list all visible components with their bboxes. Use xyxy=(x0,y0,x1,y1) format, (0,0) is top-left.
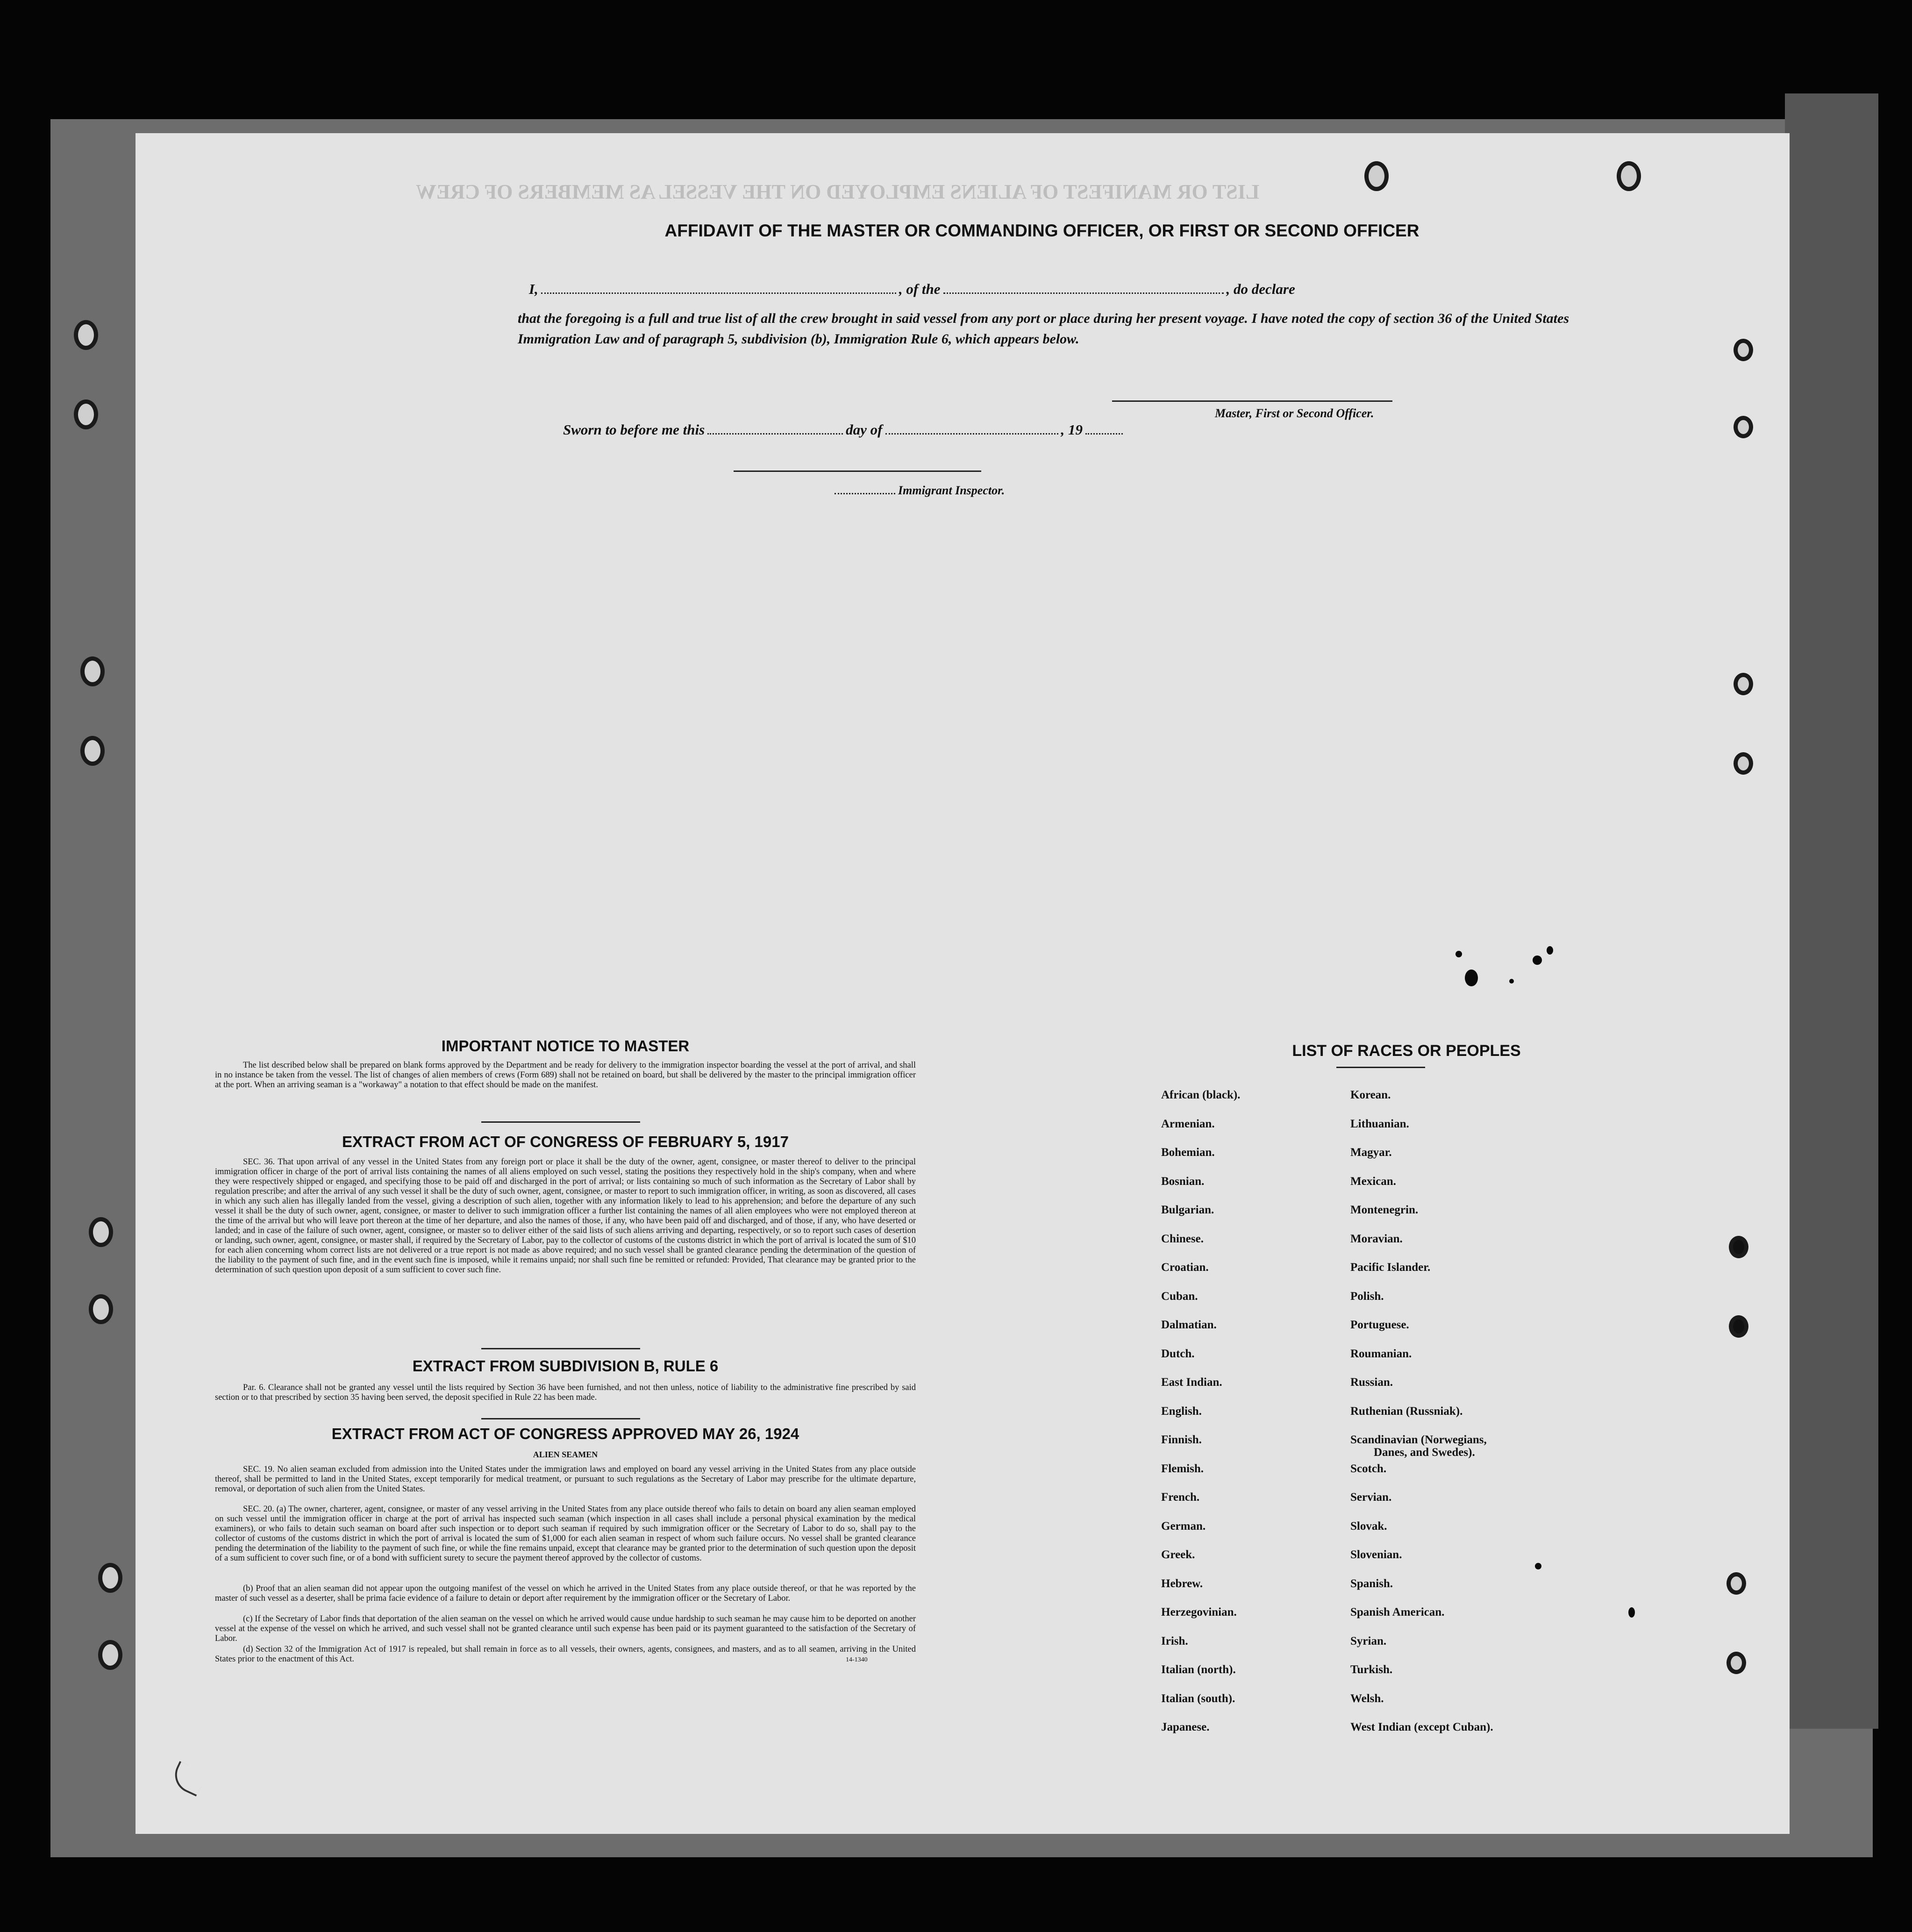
race-item: Flemish. xyxy=(1161,1462,1204,1475)
ink-spot xyxy=(1509,979,1514,984)
race-item: Cuban. xyxy=(1161,1290,1198,1303)
punch-hole xyxy=(1729,1236,1748,1258)
race-item: Bosnian. xyxy=(1161,1175,1205,1188)
extract-rule6-title: EXTRACT FROM SUBDIVISION B, RULE 6 xyxy=(412,1357,719,1375)
race-item: Bohemian. xyxy=(1161,1146,1215,1159)
binder-hole xyxy=(98,1563,122,1593)
race-item: East Indian. xyxy=(1161,1376,1222,1389)
punch-hole xyxy=(1364,161,1389,191)
race-item: German. xyxy=(1161,1519,1206,1533)
separator xyxy=(481,1418,640,1419)
race-item: Ruthenian (Russniak). xyxy=(1350,1404,1463,1418)
alien-seamen-subtitle: ALIEN SEAMEN xyxy=(533,1450,598,1459)
race-item: Roumanian. xyxy=(1350,1347,1412,1360)
binder-hole xyxy=(98,1640,122,1670)
race-item: Russian. xyxy=(1350,1376,1393,1389)
separator xyxy=(481,1121,640,1123)
binder-hole xyxy=(80,736,105,766)
race-item: Armenian. xyxy=(1161,1117,1215,1130)
of-the-label: , of the xyxy=(899,281,941,297)
inspector-label: Immigrant Inspector. xyxy=(898,484,1005,497)
ink-spot xyxy=(1628,1607,1635,1618)
back-sheet-edge xyxy=(1785,93,1878,1729)
race-item: Portuguese. xyxy=(1350,1319,1409,1331)
form-number: 14-1340 xyxy=(846,1656,868,1663)
punch-hole xyxy=(1734,416,1753,438)
race-item: Dutch. xyxy=(1161,1347,1195,1360)
extract-1917-title: EXTRACT FROM ACT OF CONGRESS OF FEBRUARY 5, 1917 xyxy=(342,1133,789,1150)
punch-hole xyxy=(1734,673,1753,695)
race-item: Finnish. xyxy=(1161,1433,1202,1446)
race-item: Hebrew. xyxy=(1161,1577,1203,1590)
race-item: Irish. xyxy=(1161,1634,1188,1647)
race-item: Herzegovinian. xyxy=(1161,1606,1237,1618)
race-item: French. xyxy=(1161,1491,1200,1504)
race-item: West Indian (except Cuban). xyxy=(1350,1721,1493,1733)
month-blank xyxy=(885,433,1058,435)
race-item: Croatian. xyxy=(1161,1261,1209,1274)
race-item: Magyar. xyxy=(1350,1146,1392,1159)
sec20a-text: SEC. 20. (a) The owner, charterer, agent, consignee, or master of any vessel arriving in the United States from any place outside thereof who fails to detain on board any alien seaman employed on such vessel until the immigration officer in charge at the port of arrival has inspected such seaman (which inspection in all cases shall include a personal physical examination by the medical examiners), or who fails to detain such seaman on board after such inspection or to deport such seaman if required by such immigration officer or the Secretary of Labor to do so, shall pay to the collector of customs of the customs district in which the port of arrival is located the sum of $1,000 for each alien seaman in respect of whom such failure occurs. No vessel shall be granted clearance pending the determination of the liability to the payment of such fine, or while the fine remains unpaid, except that clearance may be granted prior to the determination of such question upon the deposit of a sum sufficient to cover such fine, or of a bond with sufficient surety to secure the payment thereof approved by the collector of customs. xyxy=(215,1504,916,1563)
inspector-signature-line xyxy=(734,471,981,472)
year-prefix: , 19 xyxy=(1061,421,1083,438)
punch-hole xyxy=(1617,161,1641,191)
ink-spot xyxy=(1547,946,1553,955)
sec20c-text: (c) If the Secretary of Labor finds that deportation of the alien seaman on the vessel on which he arrived would cause undue hardship to such seaman he may cause him to be deported on another vessel at the expense of the vessel on which he arrived, and such vessel shall not be granted clearance until such expense has been paid or its payment guaranteed to the satisfaction of the Secretary of Labor. xyxy=(215,1614,916,1643)
binder-hole xyxy=(74,399,98,429)
inspector-blank xyxy=(835,492,895,494)
race-item: Slovenian. xyxy=(1350,1548,1402,1561)
day-blank xyxy=(707,433,843,435)
race-item: Scotch. xyxy=(1350,1462,1387,1475)
sec19-text: SEC. 19. No alien seaman excluded from admission into the United States under the immigration laws and employed on board any vessel arriving in the United States from any place outside thereof, shall be permitted to land in the United States, except temporarily for medical treatment, or pursuant to such regulations as the Secretary of Labor may prescribe for the ultimate departure, removal, or deportation of such alien from the United States. xyxy=(215,1465,916,1494)
name-blank xyxy=(541,292,896,294)
race-item: English. xyxy=(1161,1404,1202,1418)
affidavit-first-line xyxy=(529,281,1295,298)
extract-rule6-text: Par. 6. Clearance shall not be granted any vessel until the lists required by Section 36 have been furnished, and not then unless, notice of liability to the administrative fine prescribed by said section or to that prescribed by section 35 having been served, the deposit specified in Rule 22 has been made. xyxy=(215,1383,916,1402)
race-item: Syrian. xyxy=(1350,1634,1387,1647)
race-item: Japanese. xyxy=(1161,1721,1210,1733)
race-item: Italian (south). xyxy=(1161,1692,1235,1705)
punch-hole xyxy=(1727,1572,1746,1595)
vessel-blank xyxy=(943,292,1224,294)
race-item: Scandinavian (Norwegians, xyxy=(1350,1433,1487,1446)
affidavit-title: AFFIDAVIT OF THE MASTER OR COMMANDING OFFICER, OR FIRST OR SECOND OFFICER xyxy=(664,221,1420,240)
pencil-mark xyxy=(169,1761,207,1797)
race-item: Greek. xyxy=(1161,1548,1195,1561)
binder-hole xyxy=(89,1294,113,1324)
race-item: Chinese. xyxy=(1161,1232,1204,1245)
bleed-through-title: LIST OR MANIFEST OF ALIENS EMPLOYED ON THE VESSEL AS MEMBERS OF CREW xyxy=(416,180,1260,203)
race-item: Dalmatian. xyxy=(1161,1319,1217,1331)
notice-text: The list described below shall be prepared on blank forms approved by the Department and be ready for delivery to the immigration inspector boarding the vessel at the port of arrival, and shall in no instance be taken from the vessel. The list of changes of alien members of crews (Form 689) shall not be retained on board, but shall be delivered by the master to the principal immigration officer at the port. When an arriving seaman is a "workaway" a notation to that effect should be made on the manifest. xyxy=(215,1061,916,1090)
race-item: Bulgarian. xyxy=(1161,1204,1214,1216)
binder-hole xyxy=(89,1217,113,1247)
i-label: I, xyxy=(529,281,538,297)
year-blank xyxy=(1085,433,1123,435)
punch-hole xyxy=(1729,1315,1748,1338)
race-item: Montenegrin. xyxy=(1350,1204,1419,1216)
race-item: Spanish. xyxy=(1350,1577,1393,1590)
race-item: Welsh. xyxy=(1350,1692,1384,1705)
ink-spot xyxy=(1533,955,1542,965)
sec20b-text: (b) Proof that an alien seaman did not appear upon the outgoing manifest of the vessel on which he arrived in the United States from any place outside thereof, or that he was reported by the master of such vessel as a deserter, shall be prima facie evidence of a failure to detain or deport after requirement by the immigration officer or the Secretary of Labor. xyxy=(215,1584,916,1603)
race-item: Spanish American. xyxy=(1350,1606,1445,1618)
punch-hole xyxy=(1727,1652,1746,1674)
do-declare-label: , do declare xyxy=(1226,281,1295,297)
sworn-line xyxy=(563,421,1126,438)
inspector-line xyxy=(832,484,1005,498)
manifest-page xyxy=(136,133,1790,1834)
race-item: Korean. xyxy=(1350,1089,1391,1101)
race-item: Slovak. xyxy=(1350,1519,1387,1533)
scandinavian-continuation: Danes, and Swedes). xyxy=(1374,1446,1475,1459)
sec20d-text: (d) Section 32 of the Immigration Act of 1917 is repealed, but shall remain in force as to all vessels, their owners, agents, consignees, and masters, and as to all seamen, arriving in the United States prior to the enactment of this Act. xyxy=(215,1645,916,1664)
ink-spot xyxy=(1535,1563,1541,1569)
day-of-label: day of xyxy=(846,421,883,438)
punch-hole xyxy=(1734,339,1753,361)
ink-spot xyxy=(1465,970,1478,986)
affidavit-body: that the foregoing is a full and true list of all the crew brought in said vessel from any port or place during her present voyage. I have noted the copy of section 36 of the United States Immigration Law and of paragraph 5, subdivision (b), Immigration Rule 6, which appears below. xyxy=(518,311,1569,347)
extract-1924-title: EXTRACT FROM ACT OF CONGRESS APPROVED MAY 26, 1924 xyxy=(331,1425,799,1442)
notice-title: IMPORTANT NOTICE TO MASTER xyxy=(441,1037,690,1055)
race-item: Pacific Islander. xyxy=(1350,1261,1431,1274)
race-item: Polish. xyxy=(1350,1290,1384,1303)
master-signature-line xyxy=(1112,400,1392,402)
separator xyxy=(1336,1067,1425,1068)
races-title: LIST OF RACES OR PEOPLES xyxy=(1292,1042,1521,1060)
binder-hole xyxy=(80,656,105,686)
race-item: Moravian. xyxy=(1350,1232,1403,1245)
extract-1917-text: SEC. 36. That upon arrival of any vessel in the United States from any foreign port or place it shall be the duty of the owner, agent, consignee, or master thereof to deliver to the principal immigration officer in charge of the port of arrival lists containing the names of all aliens employed on such vessel, stating the positions they respectively hold in the ship's company, when and where they were respectively shipped or engaged, and specifying those to be paid off and discharged in the port of arrival; or lists containing so much of such information as the Secretary of Labor shall by regulation prescribe; and after the arrival of any such vessel it shall be the duty of such owner, agent, consignee, or master to report to such immigration officer, in writing, as soon as discovered, all cases in which any such alien has illegally landed from the vessel, giving a description of such alien, together with any information likely to lead to his apprehension; and before the departure of any such vessel it shall be the duty of such owner, agent, consignee, or master to deliver to such immigration officer a further list containing the names of all alien employees who were not employed thereon at the time of the arrival but who will leave port thereon at the time of her departure, and also the names of those, if any, who have been paid off and discharged, and of those, if any, who have deserted or landed; and in case of the failure of such owner, agent, consignee, or master so to deliver either of the said lists of such aliens arriving and departing, respectively, or so to report such cases of desertion or landing, such owner, agent, consignee, or master shall, if required by the Secretary of Labor, pay to the collector of customs of the customs district in which the port of arrival is located the sum of $10 for each alien concerning whom correct lists are not delivered or a true report is not made as above required; and no such vessel shall be granted clearance pending the determination of the question of the liability to the payment of such fine, and in the event such fine is imposed, while it remains unpaid; nor shall such fine be remitted or refunded: Provided, That clearance may be granted prior to the determination of such question upon deposit of a sum sufficient to cover such fine. xyxy=(215,1157,916,1275)
ink-spot xyxy=(1455,951,1462,957)
punch-hole xyxy=(1734,752,1753,775)
race-item: Lithuanian. xyxy=(1350,1117,1409,1130)
race-item: African (black). xyxy=(1161,1089,1241,1101)
race-item: Mexican. xyxy=(1350,1175,1396,1188)
race-item: Turkish. xyxy=(1350,1663,1393,1676)
master-signature-label: Master, First or Second Officer. xyxy=(1215,406,1374,420)
sworn-label: Sworn to before me this xyxy=(563,421,705,438)
separator xyxy=(481,1348,640,1349)
binder-hole xyxy=(74,320,98,350)
race-item: Servian. xyxy=(1350,1491,1392,1504)
race-item: Italian (north). xyxy=(1161,1663,1236,1676)
